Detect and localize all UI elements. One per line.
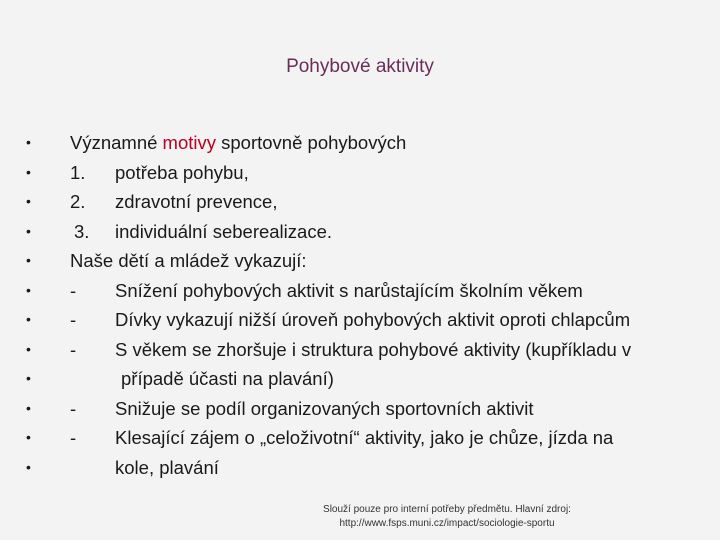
highlighted-word: motivy [162, 132, 216, 153]
list-item [26, 423, 706, 453]
list-item-number: 1. [70, 161, 86, 183]
list-item [26, 187, 706, 217]
list-item-dash: - [70, 309, 77, 330]
list-item-number: 3. [74, 220, 90, 242]
list-item [26, 364, 706, 394]
list-item-dash: - [70, 397, 77, 419]
list-item-dash: - [70, 427, 77, 448]
list-item-text: Dívky vykazují nižší úroveň pohybových aktivit oproti chlapcům [115, 309, 631, 330]
list-item-text: případě účasti na plavání) [121, 368, 334, 389]
bullet-icon: • [26, 311, 31, 327]
list-item [26, 217, 706, 247]
list-item-dash: - [70, 338, 77, 360]
list-item-text: Snížení pohybových aktivit s narůstajícím školním věkem [115, 279, 583, 301]
bullet-icon: • [26, 458, 31, 475]
bullet-icon: • [26, 252, 31, 268]
list-item-text-before: Významné [70, 132, 163, 153]
list-item-dash: - [70, 279, 77, 301]
list-item-text: zdravotní prevence, [115, 191, 278, 212]
list-item-text: Naše dětí a mládež vykazují: [70, 250, 307, 271]
list-item-text: Snižuje se podíl organizovaných sportovních aktivit [115, 397, 534, 419]
list-item-text: Klesající zájem o „celoživotní“ aktivity, jako je chůze, jízda na [115, 427, 614, 448]
footer-note [282, 503, 612, 531]
list-item [26, 453, 706, 483]
bullet-icon: • [26, 193, 31, 209]
list-item [26, 246, 706, 276]
bullet-icon: • [26, 163, 31, 180]
footer-link: http://www.fsps.muni.cz/impact/sociologie-sportu [339, 518, 555, 529]
bullet-icon: • [26, 222, 31, 239]
list-item-text-after: sportovně pohybových [216, 132, 407, 153]
bullet-icon: • [26, 399, 31, 416]
list-item [26, 305, 706, 335]
list-item [26, 128, 706, 158]
list-item [26, 158, 706, 188]
footer-line: Slouží pouze pro interní potřeby předmětu. Hlavní zdroj: [323, 504, 571, 515]
list-item [26, 394, 706, 424]
bullet-icon: • [26, 429, 31, 445]
list-item-text: S věkem se zhoršuje i struktura pohybové aktivity (kupříkladu v [115, 338, 632, 360]
list-item-text [70, 128, 406, 158]
list-item-text: individuální seberealizace. [115, 220, 332, 242]
list-item-text: potřeba pohybu, [115, 161, 249, 183]
list-item [26, 335, 706, 365]
list-item [26, 276, 706, 306]
bullet-icon: • [26, 281, 31, 298]
list-item-number: 2. [70, 191, 86, 212]
slide-title: Pohybové aktivity [286, 56, 434, 77]
bullet-icon: • [26, 370, 31, 386]
bullet-icon: • [26, 340, 31, 357]
bullet-icon: • [26, 134, 31, 150]
bullet-list [26, 128, 706, 482]
list-item-text: kole, plavání [115, 456, 219, 478]
